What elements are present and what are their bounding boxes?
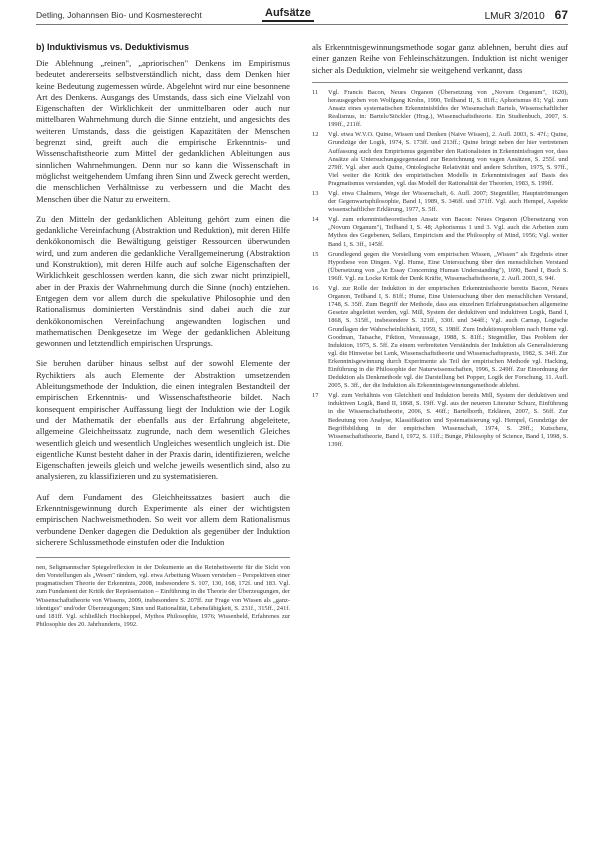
footnote-text: Vgl. zur Rolle der Induktion in der empirischen Erkenntnistheorie bereits Bacon, Neues Organon, Teilband I, S. 81ff.; Hume, Eine Untersuchung über den menschlichen Verstand, 1748, S. 35ff. Zum Begriff der Methode, dass aus einzelnen Erfahrungstatsachen allgemeine Gesetze abgeleitet werden, vgl. Mill, System der deduktiven und induktiven Logik, Band I, 1868, S. 315ff., insbesondere S. 321ff., 330f. und 344ff.; Vgl. auch Carnap, Logische Grundlagen der Wahrscheinlichkeit, 1959, S. 198ff. Zum Induktionsproblem nach Hume vgl. Goodman, Tatsache, Fiktion, Voraussage, 1988, S. 81ff.; Stegmüller, Das Problem der Induktion, 1975, S. 5ff. Zu einem verbreiteten Verständnis der Induktion als Generalisierung vgl. die Hinweise bei Lenk, Wissenschaftstheorie und Wissenschaftspraxis, 1982, S. 34ff. Zur Erkenntnisgewinnung durch Experimente als Teil der empirischen Methode vgl. Hacking, Einführung in die Philosophie der Naturwissenschaften, 1996, S. 249ff. Zur Einordnung der Deduktion als Denkmethode vgl. die Darstellung bei Popper, Logik der Forschung, 11. Aufl. 2005, S. 3ff., der die Induktion als Erkenntnisgewinnungsmethode ablehnt. (328, 285, 568, 390)
footnote-text: Vgl. Francis Bacon, Neues Organon (Übersetzung von „Novum Organum", 1620), herausgegeben von Wolfgang Krohn, 1990, Teilband II, S. 81ff.; Aphorismus 81; Vgl. zum Ansatz eines systematischen Erkenntnisbildes der Wissenschaft Bartels, Wissenschaftlicher Realismus, in: Bartels/Stöckler (Hrsg.), Wissenschaftstheorie. Ein Studienbuch, 2007, S. 199ff., 211ff. (328, 88, 568, 129)
footnote-divider (312, 82, 568, 83)
footnote-text: Vgl. zum Verhältnis von Gleichheit und Induktion bereits Mill, System der deduktiven und induktiven Logik, Band II, 1868, S. 19ff. Vgl. aus der neueren Literatur Schurz, Einführung in die Wissenschaftstheorie, 2006, S. 46ff.; Bartelborth, Erklären, 2007, S. 56ff. Zur Bedeutung von Analyse, Klassifikation und Systematisierung vgl. Hempel, Grundzüge der Begriffsbildung in der empirischen Wissenschaft, 1974, S. 29ff.; Kutschera, Wissenschaftstheorie, Band I, 1972, S. 11ff.; Bunge, Philosophy of Science, Band I, 1998, S. 139ff. (328, 392, 568, 448)
section-label: Aufsätze (262, 7, 314, 22)
page-number: 67 (554, 8, 568, 22)
footnote-list (312, 89, 568, 449)
section-heading: b) Induktivismus vs. Deduktivismus (36, 42, 190, 52)
footnote (312, 285, 568, 390)
footnote-number: 12 (312, 131, 319, 139)
footnote-text: Vgl. etwa Chalmers, Wege der Wissenschaft, 6. Aufl. 2007; Stegmüller, Hauptströmungen der Gegenwartsphilosophie, Band I, 1989, S. 346ff. und 371ff. Vgl. auch Hempel, Aspekte wissenschaftlicher Erklärung, 1977, S. 5ff. (328, 190, 568, 214)
footnote (312, 190, 568, 214)
body-paragraph: Auf dem Fundament des Gleichheitssatzes basiert auch die Erkenntnisgewinnung durch Experimente als einer der wichtigsten empirischen Nachweismethoden. So weit vor allem dem Rationalismus verbundene Denker dagegen die Deduktion als gegenüber der Induktion sicherere Schlussmethode einstufen oder die Induktion (36, 491, 290, 547)
footnote-divider (36, 557, 290, 558)
footnote-text: Vgl. zum erkenntnistheoretischen Ansatz von Bacon: Neues Organon (Übersetzung von „Novum Organum"), Teilband I, S. 48; Aphorismus 1 und 3. Vgl. auch die Arbeiten zum Mythos des Gegebenen, Sellars, Empiricism and the Philosophy of Mind, 1956; Vgl. weiter Band 1, S. 3ff., 145ff. (328, 216, 568, 248)
footnote-text: Grundlegend gegen die Vorstellung vom empirischen Wissen, „Wissen" als Ergebnis einer Hypothese von Dingen. Vgl. Hume, Eine Untersuchung über den menschlichen Verstand (Übersetzung von „An Essay Concerning Human Understanding"), 1690, Band I, Buch S. 196ff. Vgl. zu Locke Kritik der Denk Kräfte, Wissenschaftstheorie, 2. Aufl. 2003, S. 94f. (328, 250, 568, 282)
body-paragraph: Die Ablehnung „reinen", „apriorischen" Denkens im Empirismus bedeutet andererseits selbstverständlich nicht, dass dem Denken hier keine Bedeutung zugemessen würde. Abgelehnt wird nur eine besonnene Art des Denkens. Ausgangs des Umstands, dass sich eine Vielzahl von Eigenschaften der Wirklichkeit der unmittelbaren oder auch nur mittelbaren Wahrnehmung durch die Sinne entzieht, und angesichts des weiteren Umstands, dass die geistigen Kapazitäten der Menschen begrenzt sind, greift auch die empirische Erkenntnis- und Wissenschaftstheorie zum Mittel der gedanklichen Ableitungen aus sinnlichen Wahrnehmungen. Denn nur so kann die Wissenschaft in möglichst weitgehendem Umfang ihren Sinn und Zweck gerecht werden, die menschlichen Verhältnisse zu verbessern und die Macht des Menschen über die Natur zu erweitern. (36, 58, 290, 204)
body-paragraph: Sie beruhen darüber hinaus selbst auf der sowohl Elemente der Rychiktiers als auch Elemente der Abstraktion umsetzenden Ableitungsmethode der Induktion, die einen integralen Bestandteil der empirischen Erkenntnis- und Wissenschaftstheorie bildet. Nach konsequent empirischer Auffassung liegt der Induktion wie der Logik und der Mathematik der ebenfalls aus der Erfahrung abgeleitete, allgemeine Gleichheitssatz zugrunde, nach dem wesentlich Gleiches wesentlich gleich und wesentlich Ungleiches wesentlich ungleich ist. Die eigentliche Kunst besteht daher in der Praxis darin, identifizieren, welche Eigenschaften jeweils gleich und welche jeweils wesentlich sind, also zu analysieren, zu klassifizieren und zu systematisieren. (36, 358, 290, 482)
right-column (312, 42, 568, 832)
footnote (312, 251, 568, 283)
page-header (0, 0, 604, 40)
footnote (312, 392, 568, 449)
body-paragraph: Zu den Mitteln der gedanklichen Ableitung gehört zum einen die gedankliche Vereinfachung (Abstraktion und Reduktion), mit deren Hilfe denkökonomisch die Bewältigung geistiger Ressourcen überwunden wird, und zum anderen die gedankliche Verallgemeinerung (Abstraktion und Konstruktion), mit deren Hilfe auch auf solche Eigenschaften der Wirklichkeit geschlossen werden kann, die sich zwar nicht prinzipiell, aber in der Praxis der Wahrnehmung durch die Sinne (noch) entziehen. Entgegen dem vor allem durch die spekulative Philosophie und den Rationalismus dominierten Verständnis sind dabei auch die zur denkökonomischen Vereinfachung angewandten logischen und mathematischen Denkgesetze im Wege der gedanklichen Ableitung gewonnen und letztendlich empirischen Ursprungs. (36, 213, 290, 349)
journal-issue: LMuR 3/2010 (484, 11, 545, 22)
footnote (312, 131, 568, 188)
footnote-number: 17 (312, 392, 319, 400)
header-rule (36, 24, 568, 25)
footnote (312, 216, 568, 248)
footnote-number: 14 (312, 216, 319, 224)
running-head-authors: Detling, Johannsen Bio- und Kosmesterecht (36, 10, 202, 20)
body-paragraph: als Erkenntnisgewinnungsmethode sogar ganz ablehnen, beruht dies auf einer ganzen Reihe von Fehleinschätzungen. Induktion ist nicht weniger sicher als Deduktion, vielmehr sie weitgehend verkannt, dass (312, 42, 568, 75)
footnote-number: 15 (312, 250, 319, 258)
footnote-number: 11 (312, 88, 319, 96)
footnote-text: Vgl. etwa W.V.O. Quine, Wissen und Denken (Naive Wissen), 2. Aufl. 2003, S. 47f.; Quine, Grundzüge der Logik, 1974, S. 173ff. und 213ff.; Quine bringt neben der hier vertretenen Auffassung auch den Empirismus gegenüber den Rationalisten in Erkenntnisfragen vor, dass Ansätze als Untersuchungsgegenstand zur Bezeichnung von vagen Ansätzen, S. 255f. und 279ff. Vgl. aber auch Quine, Ontologische Relativität und andere Schriften, 1975, S. 97ff., Viel weiter die Kritik des empiristischen Modells in Erkenntnisfragen auf Basis des Pragmatismus verstanden, vgl. das Modell der Rationalität der Theorien, 1983, S. 199ff. (328, 131, 568, 187)
left-column (36, 42, 290, 832)
footnote-number: 13 (312, 190, 319, 198)
footnote-continuation: nen, Seligmannscher Spiegelreflexion in der Dokumente an die Reinheitswerte für die Sicht von den Vorstellungen als „Wesen" rändern, vgl. etwa Arbeitung Wissen verstehen – Perspektiven einer pragmatischen Theorie der Erkenntnis, 2008, insbesondere S. 107, 130, 168, 172f. und 183. Vgl. zum Fundament der Kritik der Repräsentation – Einführung in die Theorie der Überzeugungen, der Wissenschaftstheorie von Wissens, 2009, insbesondere S. 207ff. zur Frage von Wissen als „ganz-identiges" und/oder Überzeugungen; Sinn und Rationalität, Lebensfähigkeit, S. 231f., 315ff., 241f. und 181ff. Vgl. schließlich Hochkeppel, Mythos Philosophie, 1976; Wissenbeld, Erfahrenes zur Philosophie des 20. Jahrhunderts, 1992. (36, 564, 290, 628)
footnote (312, 89, 568, 129)
journal-page (485, 8, 568, 22)
footnote-number: 16 (312, 285, 319, 293)
